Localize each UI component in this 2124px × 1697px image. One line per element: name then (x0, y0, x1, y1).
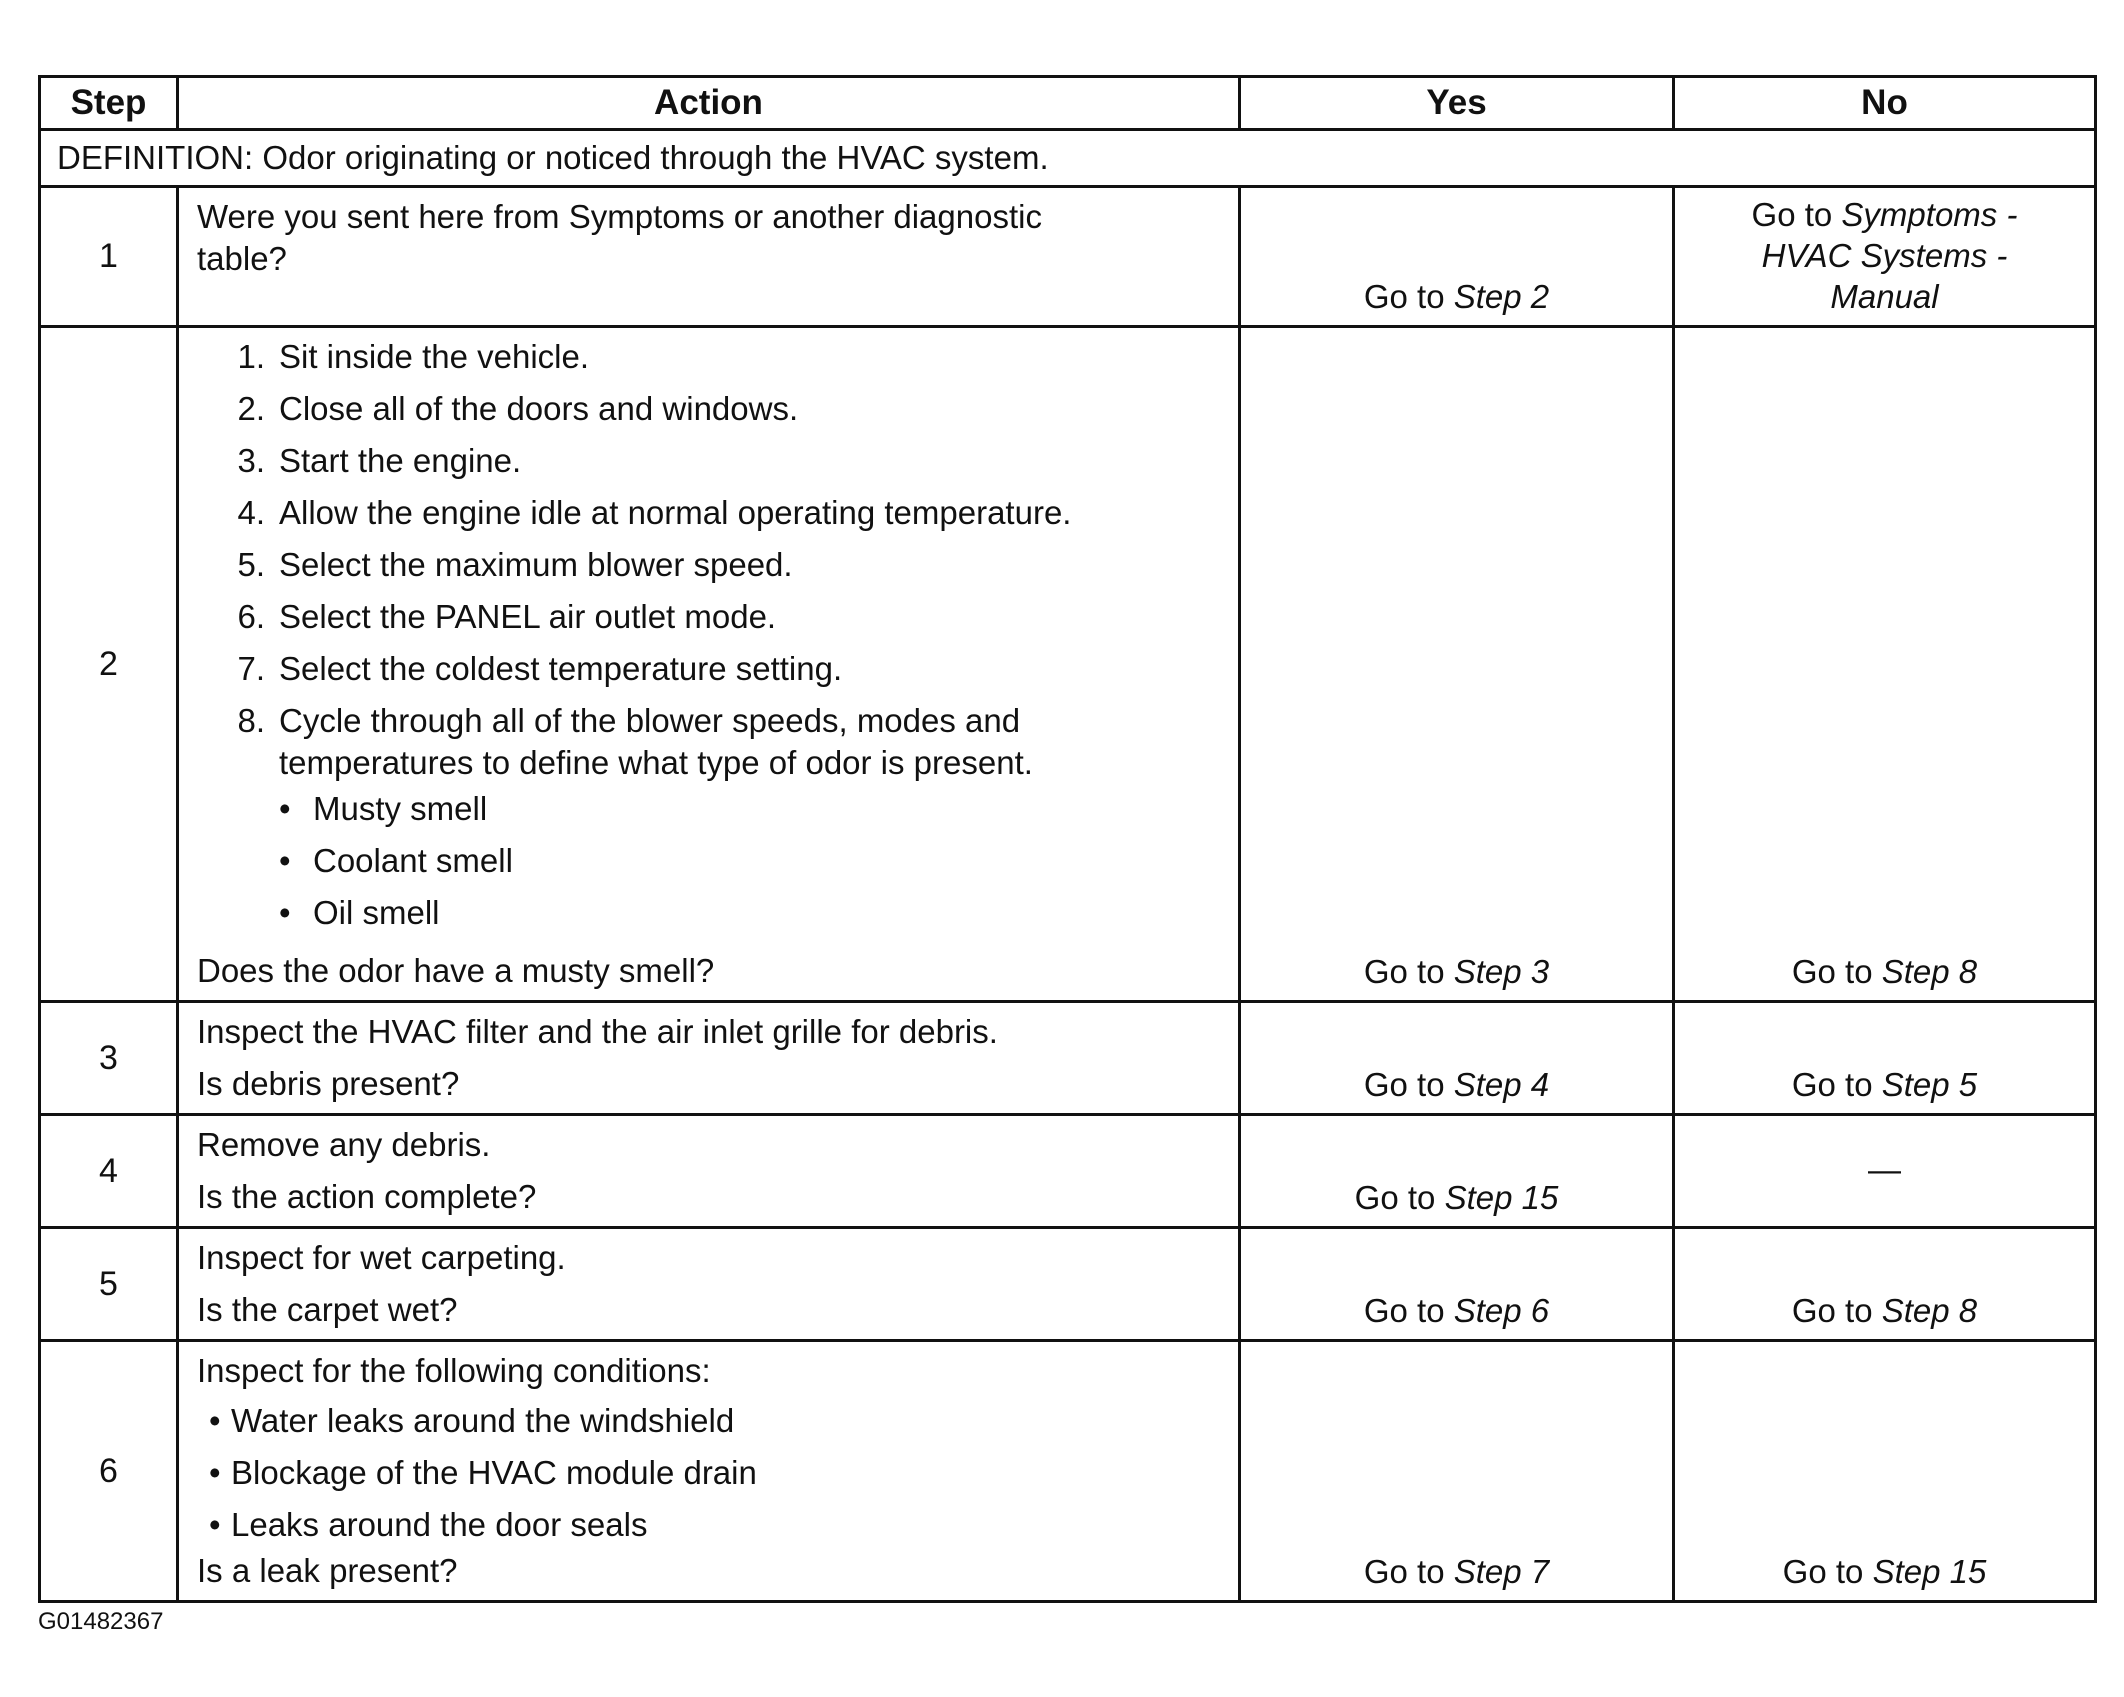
table-row (40, 1002, 2096, 1115)
go-to-label: Go to (1363, 278, 1445, 315)
header-action: Action (178, 77, 1240, 130)
no-cell (1674, 327, 2096, 1002)
list-item: • Musty smell (279, 790, 488, 827)
no-step-link: Step 5 (1881, 1066, 1978, 1103)
list-item: 7. Select the coldest temperature setting. (237, 650, 843, 687)
action-text: Remove any debris. (197, 1126, 491, 1163)
question-text: Is a leak present? (197, 1552, 458, 1589)
no-step-link: Step 8 (1881, 1292, 1978, 1329)
action-text: Inspect for the following conditions: (197, 1352, 711, 1389)
list-item: 3. Start the engine. (237, 442, 522, 479)
table-row (40, 327, 2096, 1002)
no-cell (1674, 1341, 2096, 1602)
list-item: 8. Cycle through all of the blower speeds, modes and temperatures to define what type of odor is present. • Musty smell • Coolant smell • Oil smell (197, 700, 1224, 944)
list-item: • Blockage of the HVAC module drain (209, 1454, 757, 1491)
yes-cell (1240, 1115, 1674, 1228)
step-number: 1 (40, 187, 178, 327)
list-item: 6. Select the PANEL air outlet mode. (237, 598, 777, 635)
question-text: Is the action complete? (197, 1178, 537, 1215)
table-row (40, 1341, 2096, 1602)
no-ref-line: Manual (1830, 278, 1939, 315)
question-text: Is the carpet wet? (197, 1291, 458, 1328)
yes-step-link: Step 6 (1453, 1292, 1550, 1329)
substep-list (197, 336, 1224, 944)
list-item: 2. Close all of the doors and windows. (237, 390, 799, 427)
table-row (40, 187, 2096, 327)
list-item: 5. Select the maximum blower speed. (237, 546, 793, 583)
list-item: • Oil smell (279, 894, 440, 931)
list-item: 1. Sit inside the vehicle. (237, 338, 590, 375)
no-dash: — (1868, 1150, 1901, 1188)
yes-cell (1240, 187, 1674, 327)
action-cell (178, 327, 1240, 1002)
yes-cell (1240, 1341, 1674, 1602)
no-cell (1674, 1115, 2096, 1228)
figure-id: G01482367 (38, 1608, 164, 1635)
yes-cell (1240, 327, 1674, 1002)
no-step-link: Step 8 (1881, 953, 1978, 990)
go-to-label: Go to (1782, 1553, 1864, 1590)
go-to-label: Go to (1791, 953, 1873, 990)
go-to-label: Go to (1363, 1292, 1445, 1329)
go-to-label: Go to (1751, 196, 1833, 233)
step-number: 2 (40, 327, 178, 1002)
step-number: 5 (40, 1228, 178, 1341)
action-cell (178, 1341, 1240, 1602)
no-ref-line: Symptoms - (1841, 196, 2018, 233)
definition-text: DEFINITION: Odor originating or noticed through the HVAC system. (40, 130, 2096, 187)
header-no: No (1674, 77, 2096, 130)
list-item: • Water leaks around the windshield (209, 1402, 735, 1439)
header-yes: Yes (1240, 77, 1674, 130)
diagnostic-table (38, 75, 2097, 1603)
go-to-label: Go to (1354, 1179, 1436, 1216)
no-cell (1674, 187, 2096, 327)
step-number: 3 (40, 1002, 178, 1115)
definition-row (40, 130, 2096, 187)
table-row (40, 1228, 2096, 1341)
step-number: 4 (40, 1115, 178, 1228)
no-cell (1674, 1002, 2096, 1115)
go-to-label: Go to (1791, 1066, 1873, 1103)
odor-type-list (279, 788, 1224, 934)
action-cell (178, 1115, 1240, 1228)
yes-step-link: Step 4 (1453, 1066, 1550, 1103)
yes-cell (1240, 1228, 1674, 1341)
yes-cell (1240, 1002, 1674, 1115)
go-to-label: Go to (1791, 1292, 1873, 1329)
action-text: Were you sent here from Symptoms or another diagnostic table? (197, 198, 1042, 277)
list-item: • Leaks around the door seals (209, 1506, 648, 1543)
no-step-link: Step 15 (1872, 1553, 1987, 1590)
action-text: Inspect the HVAC filter and the air inlet grille for debris. (197, 1013, 998, 1050)
go-to-label: Go to (1363, 953, 1445, 990)
condition-list (197, 1400, 1224, 1546)
question-text: Is debris present? (197, 1065, 460, 1102)
question-text: Does the odor have a musty smell? (197, 952, 715, 989)
go-to-label: Go to (1363, 1066, 1445, 1103)
header-row (40, 77, 2096, 130)
step-number: 6 (40, 1341, 178, 1602)
action-cell (178, 1228, 1240, 1341)
action-cell (178, 1002, 1240, 1115)
yes-step-link: Step 15 (1444, 1179, 1559, 1216)
list-item: 4. Allow the engine idle at normal operating temperature. (237, 494, 1072, 531)
header-step: Step (40, 77, 178, 130)
yes-step-link: Step 2 (1453, 278, 1550, 315)
action-cell (178, 187, 1240, 327)
no-cell (1674, 1228, 2096, 1341)
table-row (40, 1115, 2096, 1228)
no-ref-line: HVAC Systems - (1761, 237, 2008, 274)
action-text: Inspect for wet carpeting. (197, 1239, 566, 1276)
yes-step-link: Step 7 (1453, 1553, 1550, 1590)
list-item: • Coolant smell (279, 842, 513, 879)
go-to-label: Go to (1363, 1553, 1445, 1590)
yes-step-link: Step 3 (1453, 953, 1550, 990)
